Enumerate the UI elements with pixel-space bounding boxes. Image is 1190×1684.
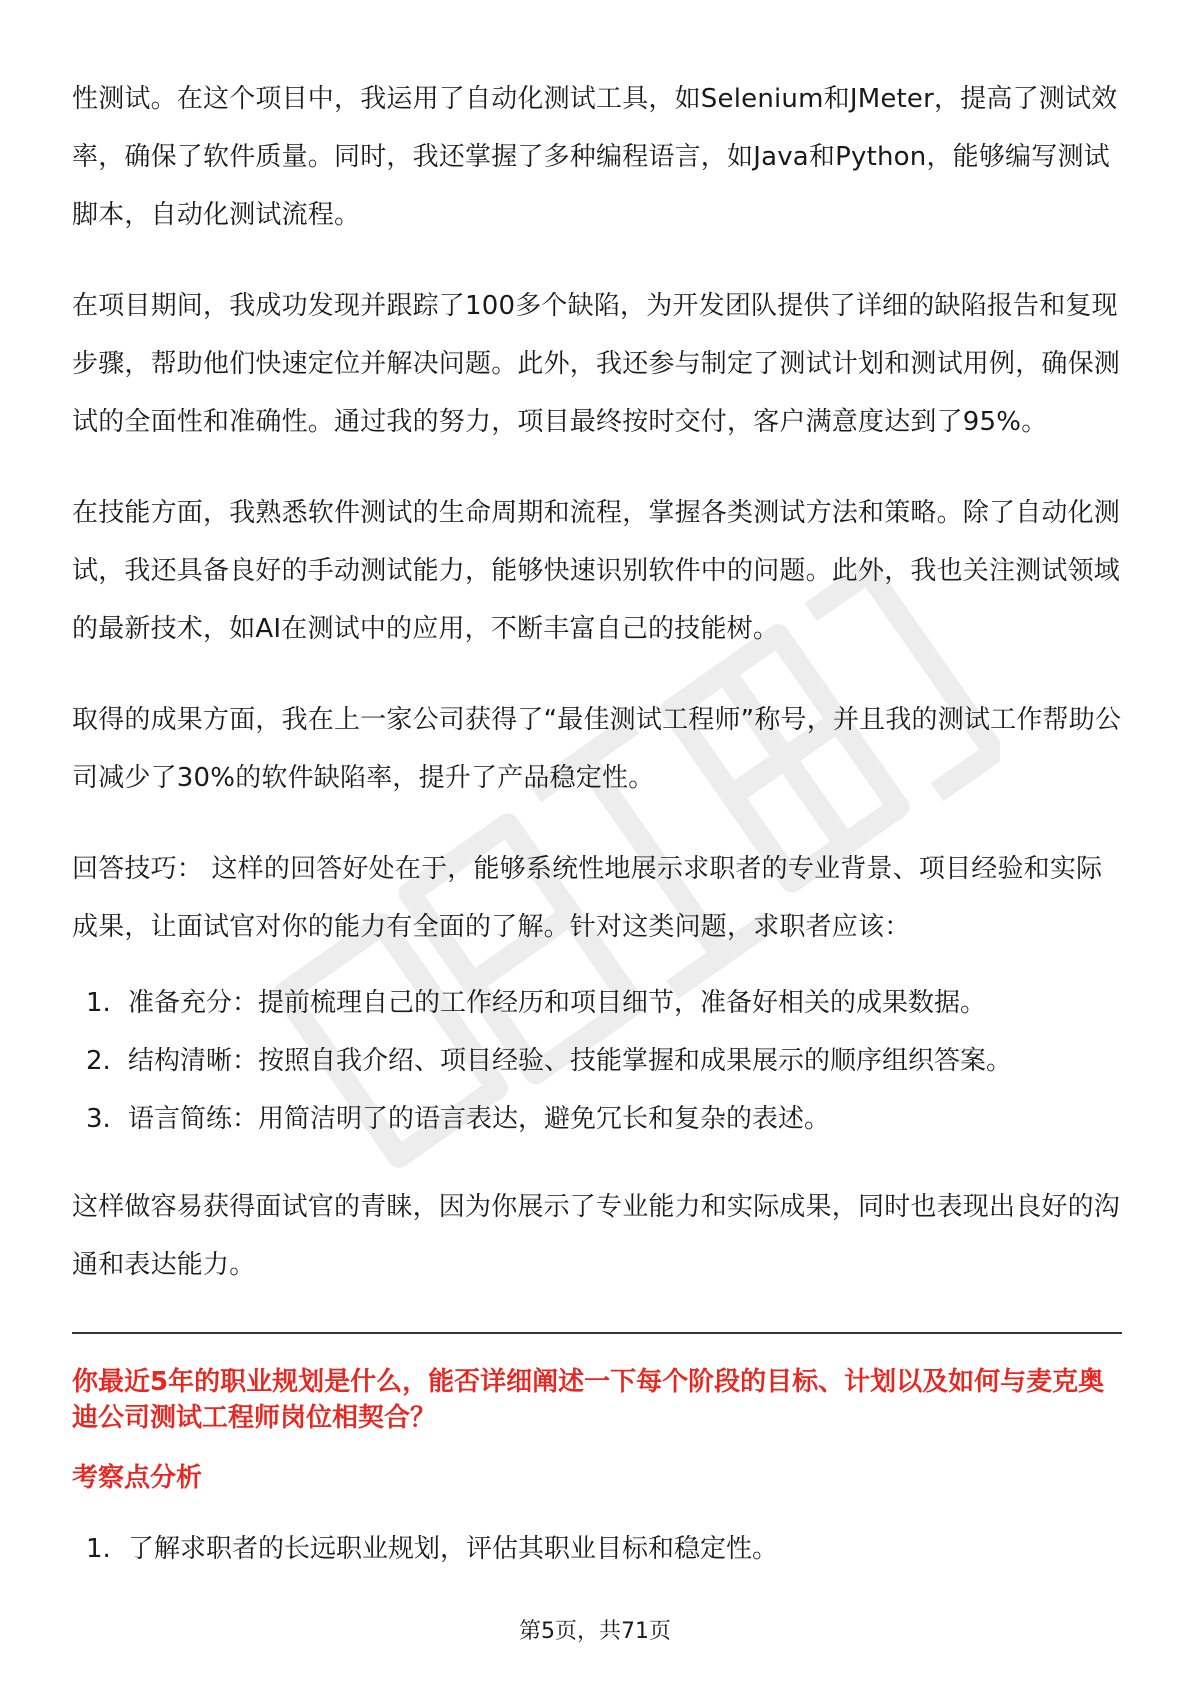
analysis-heading: 考察点分析 (72, 1463, 203, 1493)
paragraph-project-defects: 在项目期间，我成功发现并跟踪了100多个缺陷，为开发团队提供了详细的缺陷报告和复现步骤，帮助他们快速定位并解决问题。此外，我还参与制定了测试计划和测试用例，确保测试的全面性和准确性。通过我的努力，项目最终按时交付，客户满意度达到了95%。 (72, 291, 1121, 437)
interview-question: 你最近5年的职业规划是什么，能否详细阐述一下每个阶段的目标、计划以及如何与麦克奥迪公司测试工程师岗位相契合？ (72, 1367, 1105, 1433)
list-item (72, 1090, 1122, 1148)
tips-list (72, 974, 1122, 1148)
list-item-text: 了解求职者的长远职业规划，评估其职业目标和稳定性。 (128, 1534, 779, 1564)
list-item-number: 3. (86, 1104, 111, 1134)
page-footer: 第5页，共71页 (519, 1619, 671, 1644)
paragraph-project-tools: 性测试。在这个项目中，我运用了自动化测试工具，如Selenium和JMeter，提高了测试效率，确保了软件质量。同时，我还掌握了多种编程语言，如Java和Python，能够编写测试脚本，自动化测试流程。 (72, 84, 1118, 230)
paragraph-achievements: 取得的成果方面，我在上一家公司获得了“最佳测试工程师”称号，并且我的测试工作帮助公司减少了30%的软件缺陷率，提升了产品稳定性。 (72, 705, 1122, 793)
list-item-text: 语言简练：用简洁明了的语言表达，避免冗长和复杂的表述。 (128, 1104, 831, 1134)
list-item-number: 1. (86, 1534, 111, 1564)
paragraph-closing: 这样做容易获得面试官的青睐，因为你展示了专业能力和实际成果，同时也表现出良好的沟通和表达能力。 (72, 1192, 1121, 1280)
document-content (72, 70, 1122, 1608)
paragraph-skills: 在技能方面，我熟悉软件测试的生命周期和流程，掌握各类测试方法和策略。除了自动化测试，我还具备良好的手动测试能力，能够快速识别软件中的问题。此外，我也关注测试领域的最新技术，如AI在测试中的应用，不断丰富自己的技能树。 (72, 498, 1121, 644)
list-item (72, 1520, 1122, 1578)
list-item-text: 结构清晰：按照自我介绍、项目经验、技能掌握和成果展示的顺序组织答案。 (128, 1046, 1013, 1076)
analysis-list (72, 1520, 1122, 1578)
list-item-text: 准备充分：提前梳理自己的工作经历和项目细节，准备好相关的成果数据。 (128, 988, 987, 1018)
list-item (72, 974, 1122, 1032)
list-item (72, 1032, 1122, 1090)
section-divider (72, 1332, 1122, 1334)
paragraph-answer-tips: 回答技巧： 这样的回答好处在于，能够系统性地展示求职者的专业背景、项目经验和实际成果，让面试官对你的能力有全面的了解。针对这类问题，求职者应该： (72, 854, 1103, 942)
list-item-number: 1. (86, 988, 111, 1018)
list-item-number: 2. (86, 1046, 111, 1076)
